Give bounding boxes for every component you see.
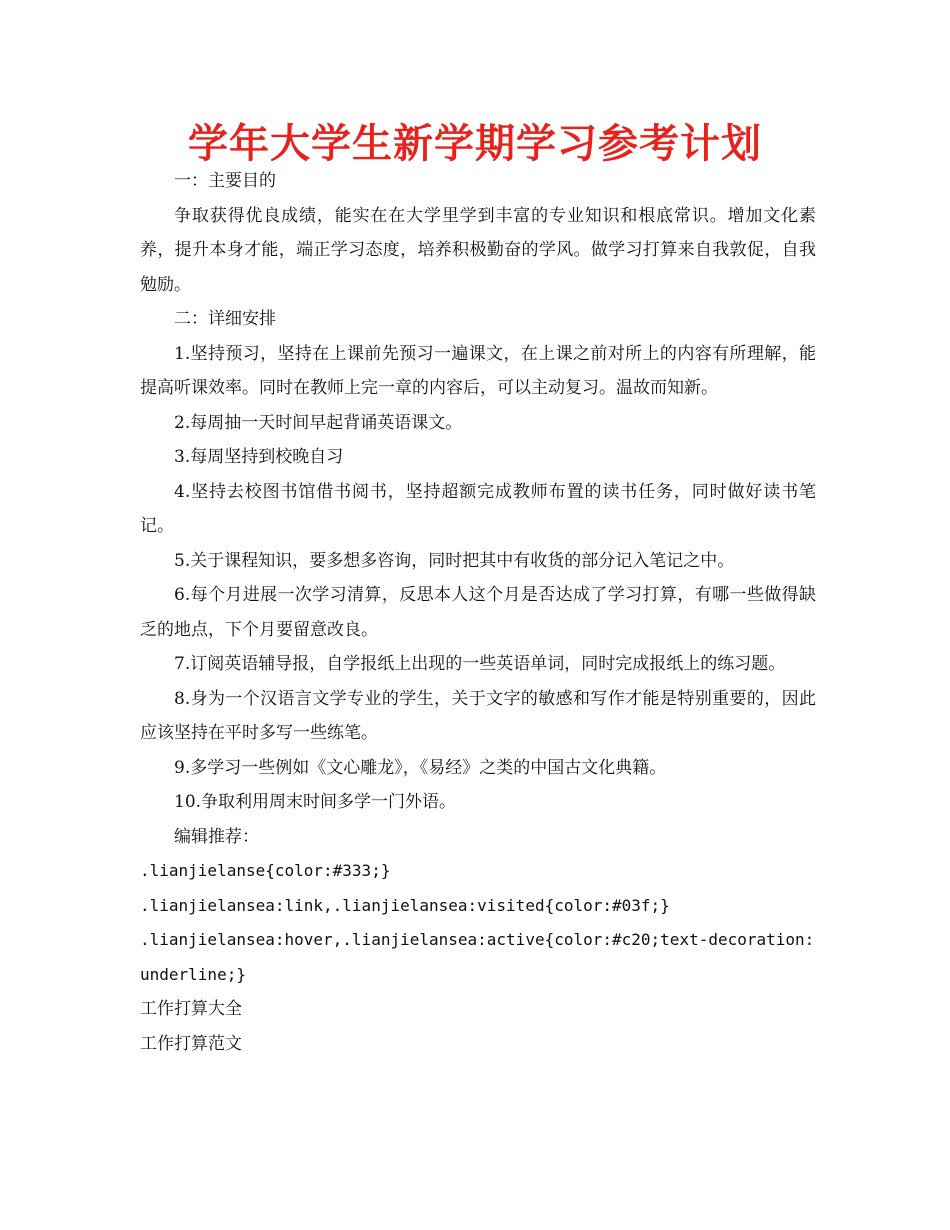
document-title: 学年大学生新学期学习参考计划 [188, 121, 762, 167]
list-item-2: 2.每周抽一天时间早起背诵英语课文。 [174, 412, 463, 433]
recommend-link-work-plan-samples[interactable]: 工作打算范文 [140, 1033, 242, 1054]
code-line: .lianjielansea:link,.lianjielansea:visited{color:#03f;} [140, 895, 670, 915]
code-line: .lianjielanse{color:#333;} [140, 861, 391, 880]
list-item-8: 8.身为一个汉语言文学专业的学生，关于文字的敏感和写作才能是特别重要的，因此应该坚持在平时多写一些练笔。 [140, 688, 816, 743]
list-item-9: 9.多学习一些例如《文心雕龙》，《易经》之类的中国古文化典籍。 [174, 757, 667, 778]
recommend-link-work-plans[interactable]: 工作打算大全 [140, 999, 242, 1019]
section-heading-arrangement: 二：详细安排 [174, 309, 276, 329]
list-item-4: 4.坚持去校图书馆借书阅书，坚持超额完成教师布置的读书任务，同时做好读书笔记。 [140, 481, 816, 536]
list-item-7: 7.订阅英语辅导报，自学报纸上出现的一些英语单词，同时完成报纸上的练习题。 [174, 654, 786, 674]
editor-recommend-label: 编辑推荐： [174, 826, 259, 847]
list-item-1: 1.坚持预习，坚持在上课前先预习一遍课文，在上课之前对所上的内容有所理解，能提高听课效率。同时在教师上完一章的内容后，可以主动复习。温故而知新。 [140, 343, 816, 398]
list-item-5: 5.关于课程知识，要多想多咨询，同时把其中有收货的部分记入笔记之中。 [174, 550, 735, 571]
list-item-6: 6.每个月进展一次学习清算，反思本人这个月是否达成了学习打算，有哪一些做得缺乏的地点，下个月要留意改良。 [140, 585, 816, 640]
list-item-3: 3.每周坚持到校晚自习 [174, 447, 344, 467]
paragraph-purpose: 争取获得优良成绩，能实在在大学里学到丰富的专业知识和根底常识。增加文化素养，提升本身才能，端正学习态度，培养积极勤奋的学风。做学习打算来自我敦促，自我勉励。 [140, 205, 816, 295]
section-heading-purpose: 一：主要目的 [174, 171, 276, 191]
code-line: .lianjielansea:hover,.lianjielansea:active{color:#c20;text-decoration:underline;} [140, 930, 815, 984]
document-body [140, 164, 816, 1061]
list-item-10: 10.争取利用周末时间多学一门外语。 [174, 792, 457, 812]
